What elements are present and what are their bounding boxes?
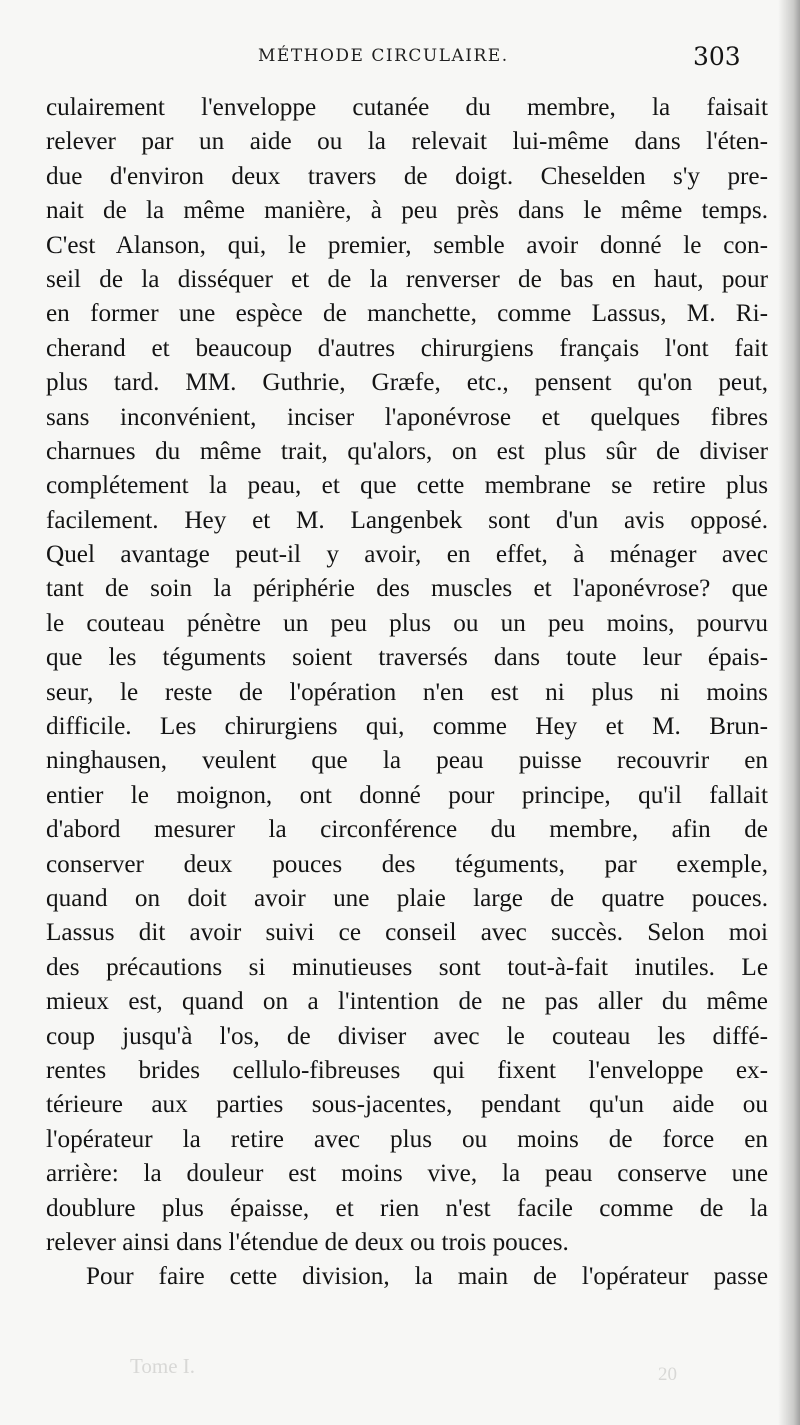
text-line: ninghausen, veulent que la peau puisse recouvrir en	[46, 747, 768, 775]
text-line: sans inconvénient, inciser l'aponévrose et quelques fibres	[46, 403, 768, 431]
text-line: que les téguments soient traversés dans toute leur épais-	[46, 644, 768, 672]
text-line: C'est Alanson, qui, le premier, semble avoir donné le con-	[46, 231, 768, 259]
text-line: due d'environ deux travers de doigt. Cheselden s'y pre-	[46, 162, 768, 190]
text-line: térieure aux parties sous-jacentes, pendant qu'un aide ou	[46, 1091, 768, 1119]
text-line: doublure plus épaisse, et rien n'est facile comme de la	[46, 1194, 768, 1222]
page-number: 303	[693, 42, 741, 71]
text-line: mieux est, quand on a l'intention de ne pas aller du même	[46, 988, 768, 1016]
text-line: l'opérateur la retire avec plus ou moins de force en	[46, 1125, 768, 1153]
text-line: complétement la peau, et que cette membrane se retire plus	[46, 472, 768, 500]
text-line: seil de la disséquer et de la renverser de bas en haut, pour	[46, 265, 768, 293]
text-line: rentes brides cellulo-fibreuses qui fixent l'enveloppe ex-	[46, 1056, 768, 1084]
page-gutter-shadow	[778, 0, 800, 1425]
text-line: conserver deux pouces des téguments, par exemple,	[46, 850, 768, 878]
text-line: d'abord mesurer la circonférence du membre, afin de	[46, 816, 768, 844]
text-line: quand on doit avoir une plaie large de quatre pouces.	[46, 884, 768, 912]
text-line: des précautions si minutieuses sont tout-à-fait inutiles. Le	[46, 953, 768, 981]
text-line: charnues du même trait, qu'alors, on est plus sûr de diviser	[46, 437, 768, 465]
text-line: difficile. Les chirurgiens qui, comme Hey et M. Brun-	[46, 713, 768, 741]
text-line: culairement l'enveloppe cutanée du membre, la faisait	[46, 94, 768, 121]
body-text	[46, 91, 768, 1295]
signature-mark: Tome I.	[130, 1354, 196, 1378]
new-paragraph-line: Pour faire cette division, la main de l'opérateur passe	[86, 1263, 768, 1291]
text-line: en former une espèce de manchette, comme Lassus, M. Ri-	[46, 300, 768, 328]
text-line: arrière: la douleur est moins vive, la peau conserve une	[46, 1160, 768, 1188]
paragraph-end-line: relever ainsi dans l'étendue de deux ou trois pouces.	[46, 1228, 569, 1256]
text-line: tant de soin la périphérie des muscles et l'aponévrose? que	[46, 575, 768, 603]
text-line: cherand et beaucoup d'autres chirurgiens français l'ont fait	[46, 334, 768, 362]
text-line: le couteau pénètre un peu plus ou un peu moins, pourvu	[46, 609, 768, 637]
text-line: Lassus dit avoir suivi ce conseil avec succès. Selon moi	[46, 919, 768, 947]
text-line: coup jusqu'à l'os, de diviser avec le couteau les diffé-	[46, 1022, 768, 1050]
signature-folio: 20	[658, 1364, 677, 1385]
text-line: Quel avantage peut-il y avoir, en effet, à ménager avec	[46, 541, 768, 569]
running-title: MÉTHODE CIRCULAIRE.	[258, 46, 509, 66]
text-line: facilement. Hey et M. Langenbek sont d'un avis opposé.	[46, 506, 768, 534]
text-line: relever par un aide ou la relevait lui-même dans l'éten-	[46, 128, 768, 156]
text-line: seur, le reste de l'opération n'en est ni plus ni moins	[46, 678, 768, 706]
text-line: entier le moignon, ont donné pour principe, qu'il fallait	[46, 781, 768, 809]
text-line: nait de la même manière, à peu près dans le même temps.	[46, 197, 768, 225]
text-line: plus tard. MM. Guthrie, Græfe, etc., pensent qu'on peut,	[46, 369, 768, 397]
